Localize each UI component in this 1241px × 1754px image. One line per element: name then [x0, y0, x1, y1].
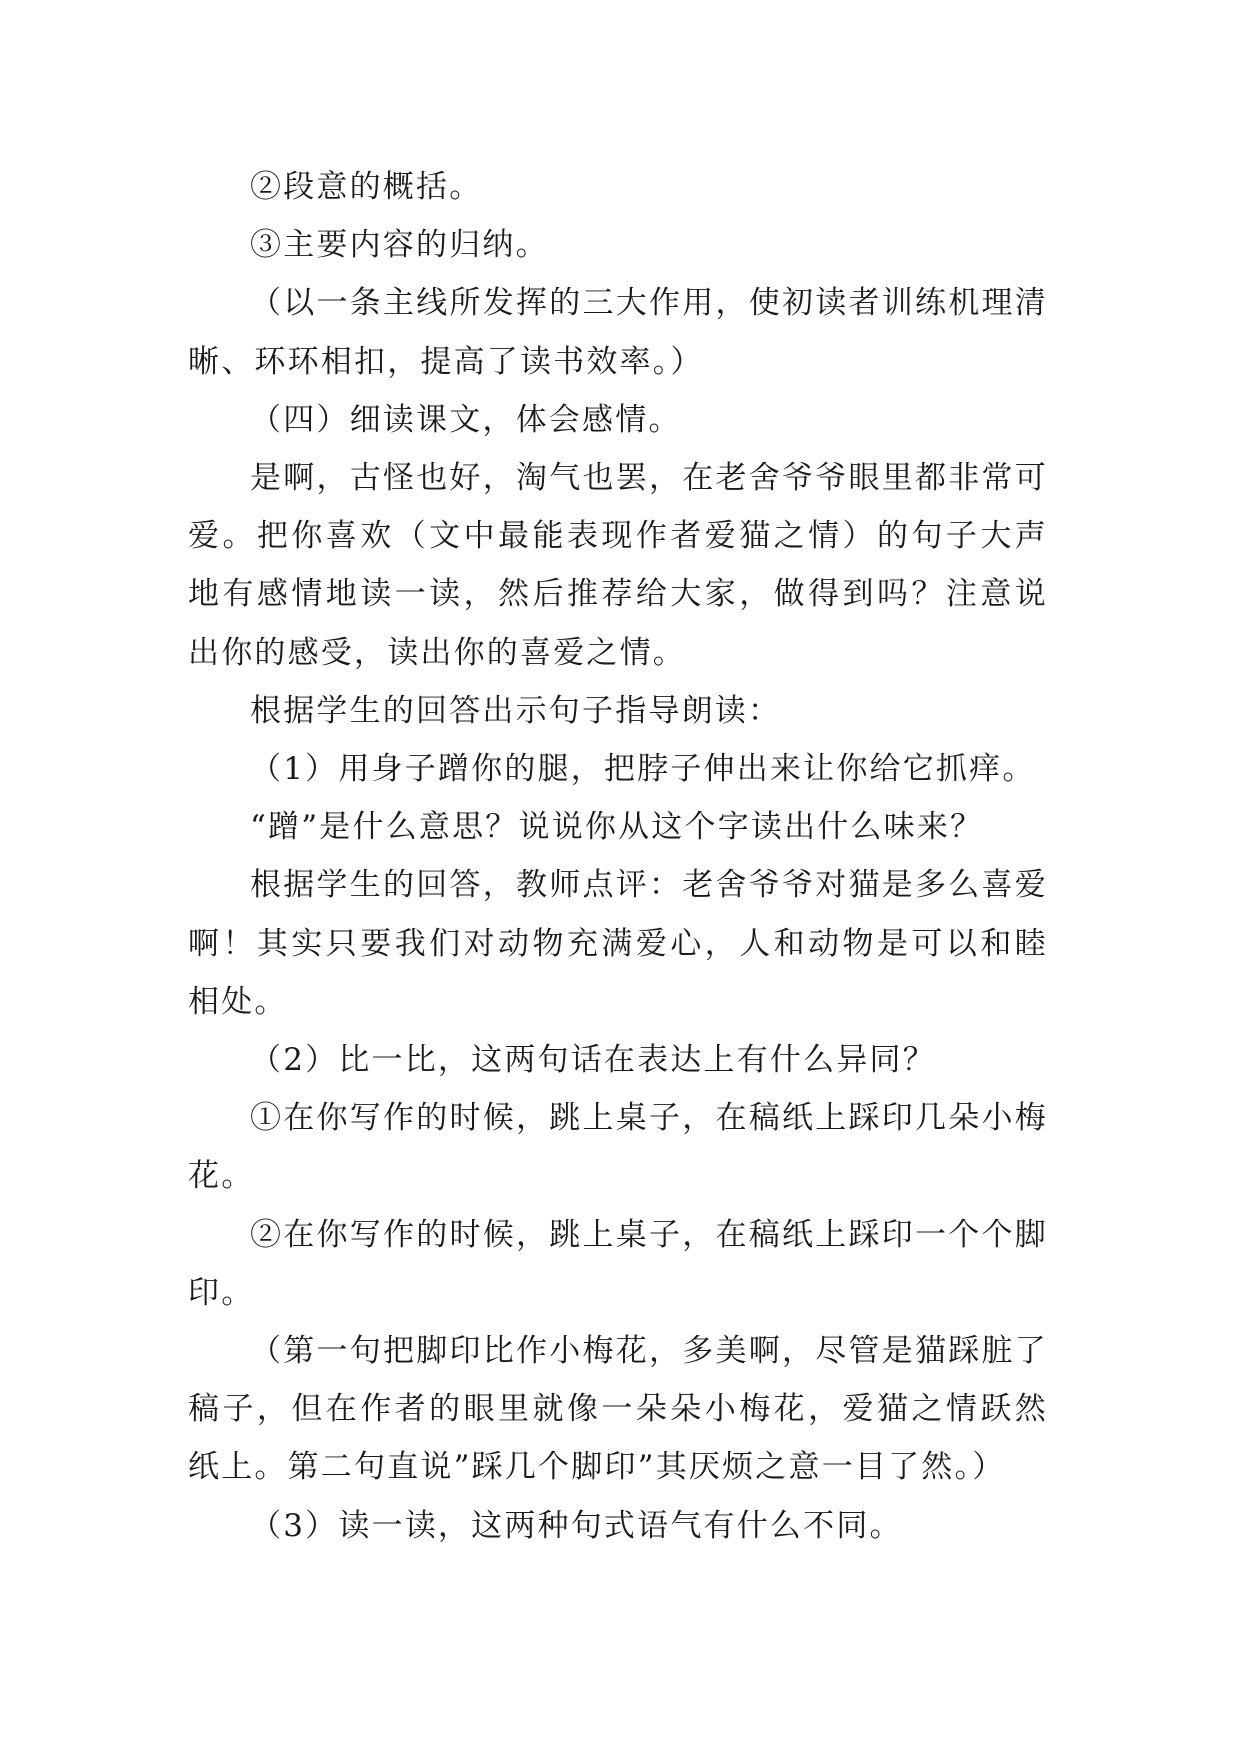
paragraph-mainline-note: （以一条主线所发挥的三大作用，使初读者训练机理清晰、环环相扣，提高了读书效率。）: [188, 285, 1048, 380]
paragraph-teacher-comment: 根据学生的回答，教师点评：老舍爷爷对猫是多么喜爱啊！其实只要我们对动物充满爱心，人和动物是可以和睦相处。: [188, 867, 1048, 1020]
example-sentence-1: （1）用身子蹭你的腿，把脖子伸出来让你给它抓痒。: [250, 751, 1036, 788]
comparison-sentence-a: ①在你写作的时候，跳上桌子，在稿纸上踩印几朵小梅花。: [188, 1100, 1048, 1195]
example-sentence-3: （3）读一读，这两种句式语气有什么不同。: [250, 1507, 903, 1544]
document-body: [188, 158, 1048, 1555]
paragraph-read-aloud-prompt: 是啊，古怪也好，淘气也罢，在老舍爷爷眼里都非常可爱。把你喜欢（文中最能表现作者爱猫之情）的句子大声地有感情地读一读，然后推荐给大家，做得到吗？注意说出你的感受，读出你的喜爱之情。: [188, 460, 1048, 671]
paragraph-paragraph-summary: ②段意的概括。: [250, 169, 483, 205]
paragraph-comparison-note: （第一句把脚印比作小梅花，多美啊，尽管是猫踩脏了稿子，但在作者的眼里就像一朵朵小梅花，爱猫之情跃然纸上。第二句直说”踩几个脚印”其厌烦之意一目了然。）: [188, 1333, 1048, 1486]
section-heading-four: （四）细读课文，体会感情。: [250, 401, 682, 438]
comparison-sentence-b: ②在你写作的时候，跳上桌子，在稿纸上踩印一个个脚印。: [188, 1216, 1048, 1311]
question-ceng: “蹭”是什么意思？说说你从这个字读出什么味来？: [250, 809, 984, 846]
paragraph-main-content: ③主要内容的归纳。: [250, 227, 549, 264]
example-sentence-2: （2）比一比，这两句话在表达上有什么异同？: [250, 1042, 936, 1079]
paragraph-guided-reading: 根据学生的回答出示句子指导朗读：: [250, 692, 782, 729]
